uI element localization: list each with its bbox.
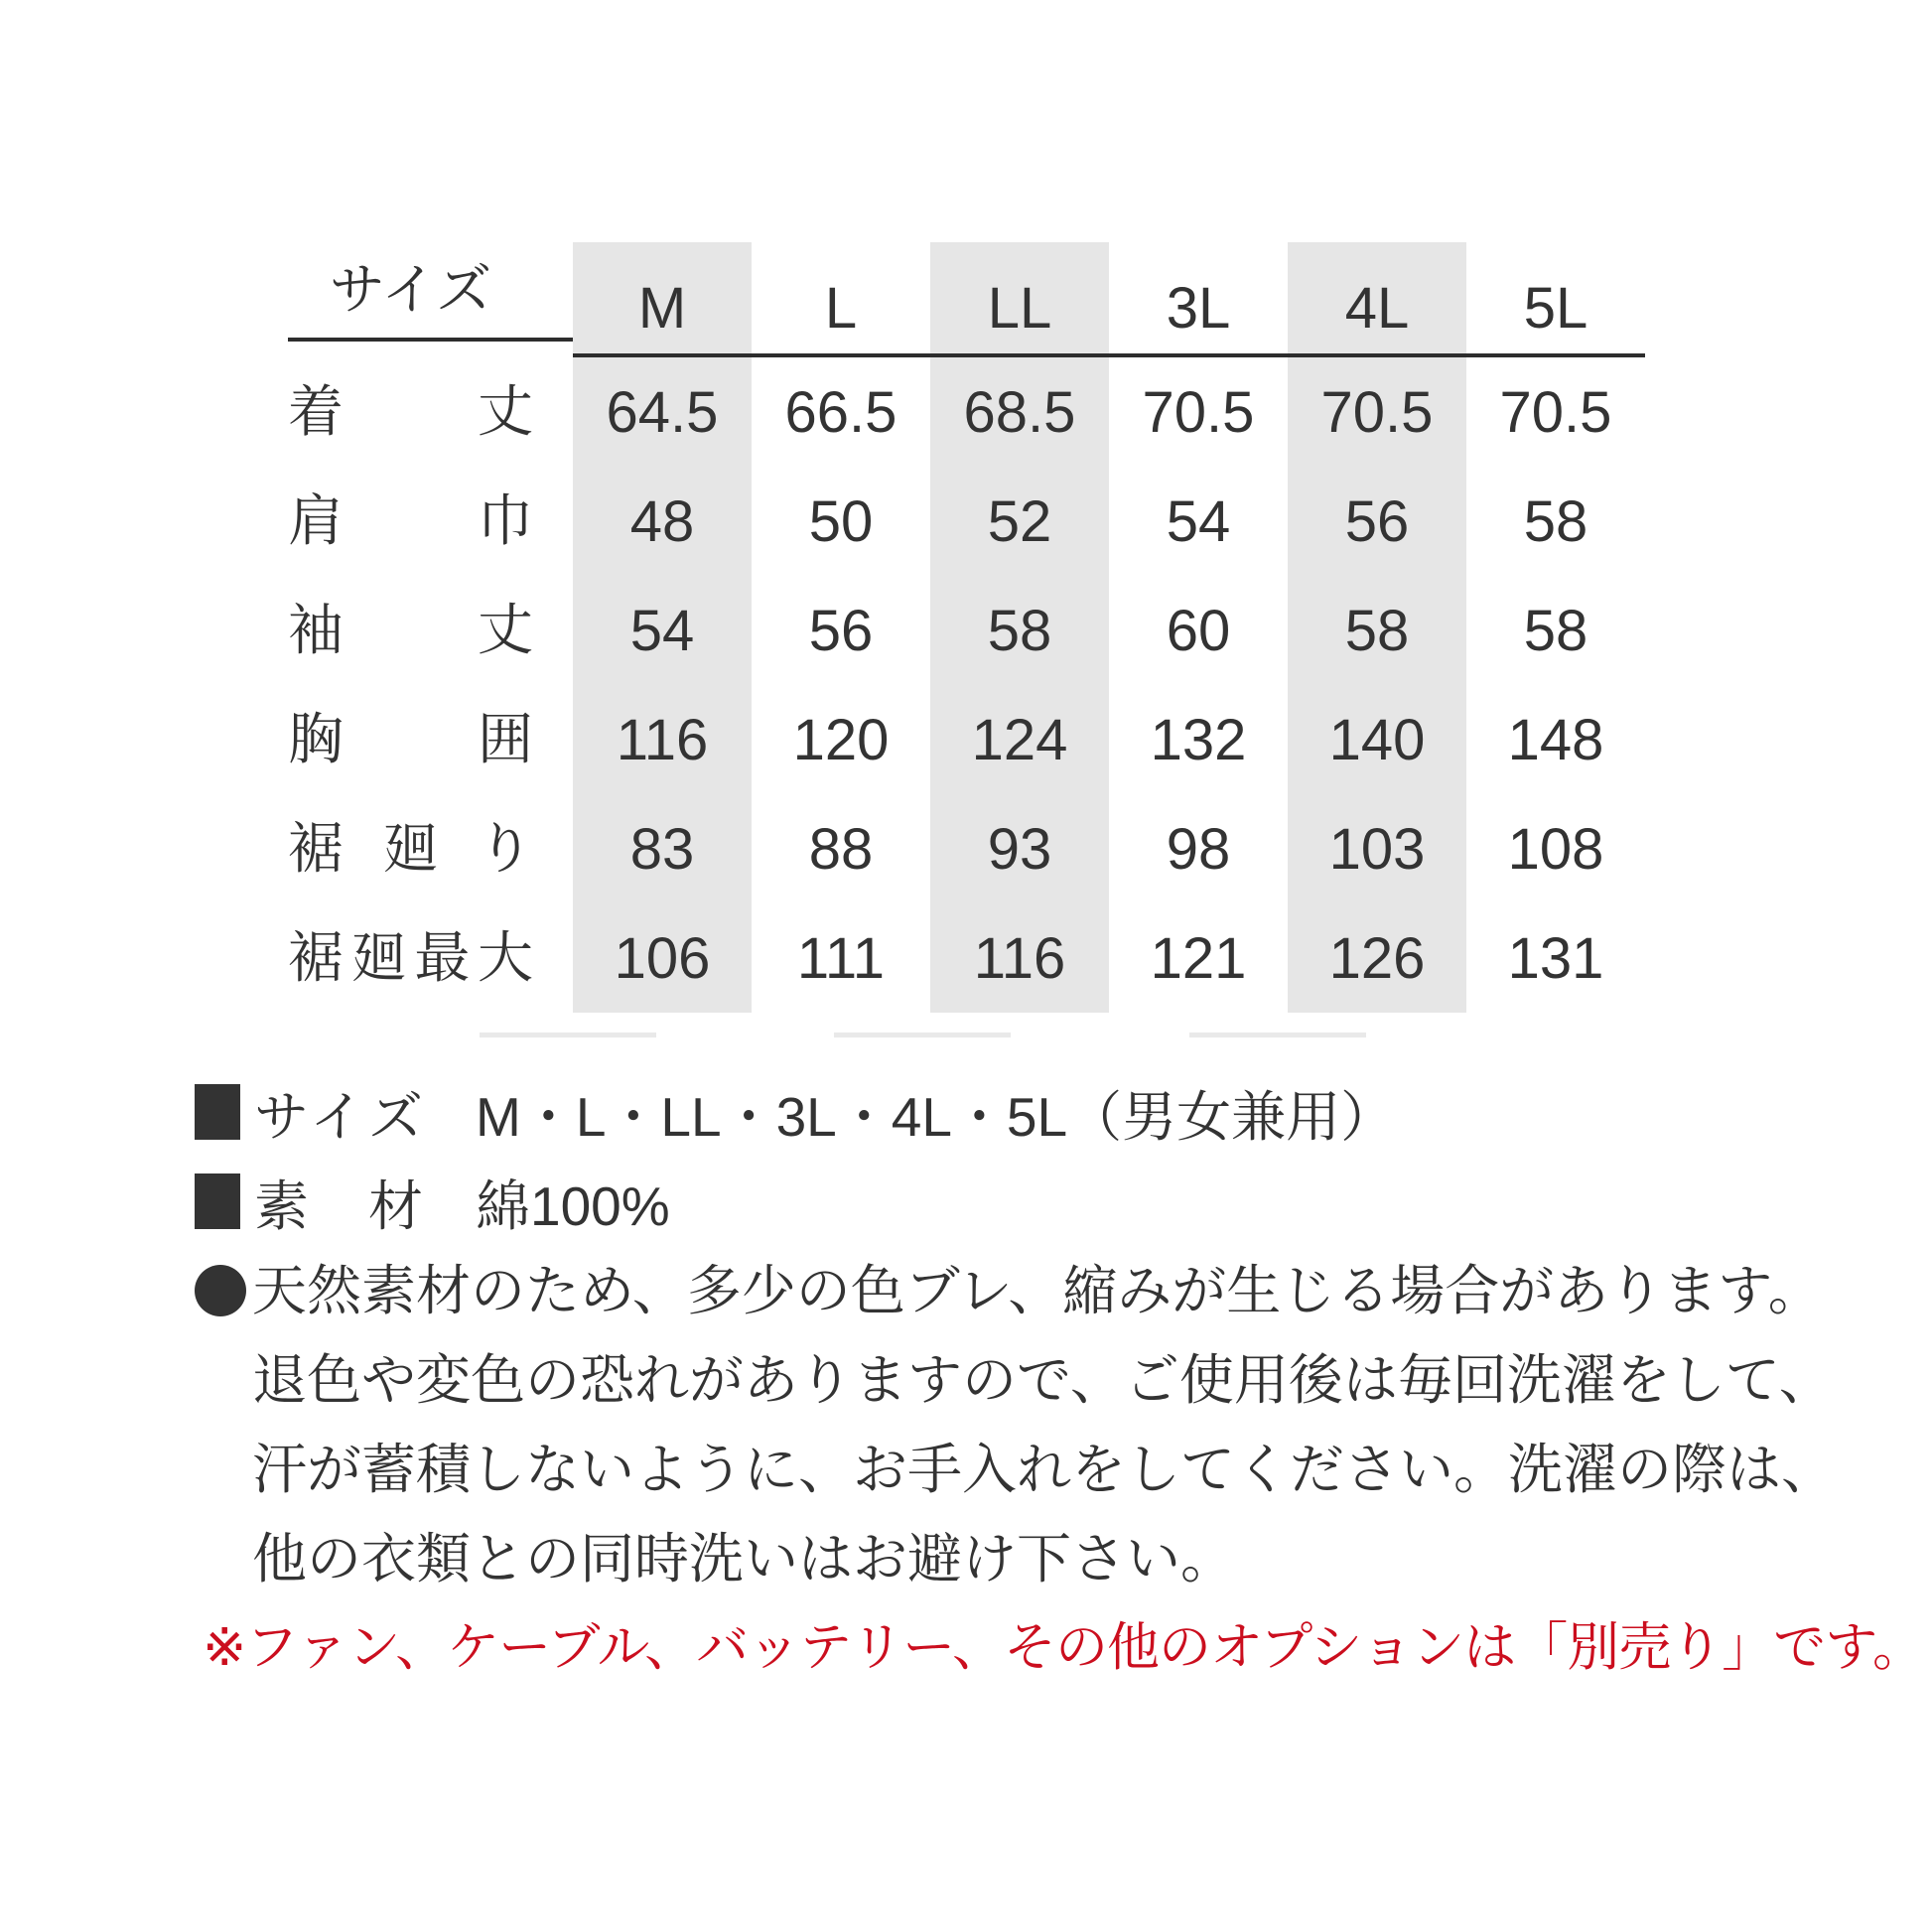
row-label-hem-max: 裾廻最大 [288, 926, 533, 989]
table-cell: 88 [808, 816, 874, 882]
table-cell: 48 [573, 467, 752, 576]
table-cell: 103 [1288, 794, 1466, 903]
table-cell: 52 [930, 467, 1109, 576]
table-cell: 54 [573, 576, 752, 685]
circle-bullet-icon [195, 1265, 246, 1316]
table-cell: 132 [1150, 707, 1247, 772]
table-cell: 121 [1150, 925, 1247, 991]
table-cell: 58 [930, 576, 1109, 685]
care-note-line-1 [195, 1246, 1924, 1335]
table-cell: 64.5 [573, 357, 752, 467]
table-cell: 70.5 [1288, 357, 1466, 467]
table-cell: 148 [1507, 707, 1604, 772]
row-label-hem: 裾廻り [288, 817, 533, 880]
column-tail-mark [834, 1033, 1011, 1037]
note-material-line [195, 1157, 1924, 1246]
options-sold-separately-warning: ※ファン、ケーブル、バッテリー、その他のオプションは「別売り」です。 [203, 1618, 1924, 1677]
table-cell: 50 [808, 488, 874, 554]
size-table [288, 242, 1645, 1013]
care-note-line-4 [195, 1514, 1924, 1603]
table-cell: 56 [1288, 467, 1466, 576]
table-header-size-label: サイズ [288, 242, 573, 342]
table-cell: 140 [1288, 685, 1466, 794]
table-cell: 68.5 [930, 357, 1109, 467]
note-material-label: 素材 [254, 1174, 423, 1237]
note-size-value: M・L・LL・3L・4L・5L（男女兼用） [476, 1085, 1396, 1148]
table-cell: 108 [1507, 816, 1604, 882]
care-note-line-3 [195, 1425, 1924, 1514]
table-cell: 70.5 [1499, 379, 1612, 445]
table-header-size-ll: LL [930, 242, 1109, 357]
table-cell: 83 [573, 794, 752, 903]
table-cell: 126 [1288, 903, 1466, 1013]
table-cell: 120 [792, 707, 890, 772]
column-tail-mark [480, 1033, 656, 1037]
note-size-label: サイズ [254, 1085, 423, 1148]
table-cell: 70.5 [1142, 379, 1255, 445]
table-cell: 54 [1166, 488, 1231, 554]
table-cell: 124 [930, 685, 1109, 794]
table-cell: 56 [808, 598, 874, 663]
table-cell: 66.5 [784, 379, 897, 445]
table-header-size-3l: 3L [1109, 242, 1288, 357]
table-cell: 58 [1288, 576, 1466, 685]
row-label-sleeve-length: 袖丈 [288, 599, 533, 661]
square-bullet-icon [195, 1084, 240, 1140]
table-cell: 131 [1507, 925, 1604, 991]
table-header-size-5l: 5L [1466, 242, 1645, 357]
notes-block [195, 1067, 1924, 1693]
table-cell: 98 [1166, 816, 1231, 882]
care-note-text: 他の衣類との同時洗いはお避け下さい。 [252, 1528, 1236, 1589]
table-cell: 60 [1166, 598, 1231, 663]
column-tail-mark [1189, 1033, 1366, 1037]
square-bullet-icon [195, 1173, 240, 1229]
table-cell: 116 [573, 685, 752, 794]
care-note-line-2 [195, 1335, 1924, 1425]
care-note-text: 天然素材のため、多少の色ブレ、縮みが生じる場合があります。 [252, 1260, 1823, 1321]
care-note-text: 退色や変色の恐れがありますので、ご使用後は毎回洗濯をして、 [252, 1349, 1834, 1411]
note-material-value: 綿100% [476, 1174, 670, 1237]
row-label-chest: 胸囲 [288, 708, 533, 770]
table-header-size-4l: 4L [1288, 242, 1466, 357]
table-header-size-m: M [573, 242, 752, 357]
row-label-body-length: 着丈 [288, 380, 533, 443]
table-cell: 106 [573, 903, 752, 1013]
care-note-text: 汗が蓄積しないように、お手入れをしてください。洗濯の際は、 [252, 1439, 1837, 1500]
table-cell: 93 [930, 794, 1109, 903]
table-cell: 116 [930, 903, 1109, 1013]
row-label-shoulder-width: 肩巾 [288, 489, 533, 552]
table-header-size-l: L [752, 242, 930, 357]
table-cell: 58 [1523, 488, 1588, 554]
table-cell: 58 [1523, 598, 1588, 663]
note-size-line [195, 1067, 1924, 1157]
table-cell: 111 [796, 925, 886, 991]
